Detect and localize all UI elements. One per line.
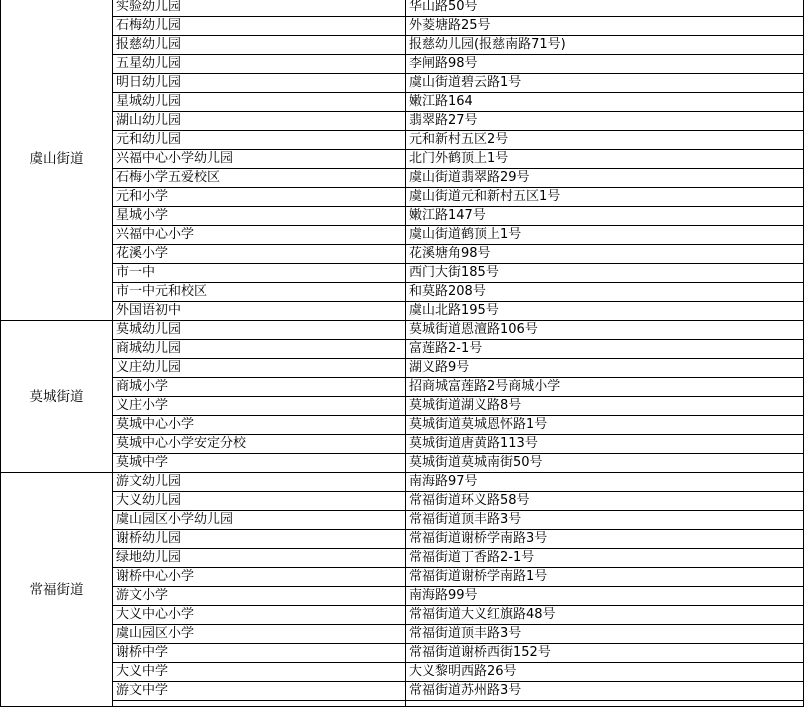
address-cell: 嫩江路147号: [406, 207, 804, 226]
address-cell: 常福街道顶丰路3号: [406, 625, 804, 644]
school-name-cell: 莫城幼儿园: [113, 321, 406, 340]
address-cell: 常福街道谢桥学南路1号: [406, 568, 804, 587]
address-cell: 常福街道大义红旗路48号: [406, 606, 804, 625]
school-name-cell: 石梅幼儿园: [113, 17, 406, 36]
address-cell: 西门大街185号: [406, 264, 804, 283]
table-row: [1, 169, 804, 188]
address-cell: 花溪塘角98号: [406, 245, 804, 264]
school-name-cell: 花溪小学: [113, 245, 406, 264]
table-row: [1, 150, 804, 169]
school-name-cell: 元和幼儿园: [113, 131, 406, 150]
address-cell: 莫城街道唐黄路113号: [406, 435, 804, 454]
address-cell: 常福街道环义路58号: [406, 492, 804, 511]
school-name-cell: 商城幼儿园: [113, 340, 406, 359]
school-name-cell: 虞山园区小学幼儿园: [113, 511, 406, 530]
address-cell: 常福街道苏州路3号: [406, 682, 804, 701]
school-name-cell: 五星幼儿园: [113, 55, 406, 74]
district-cell: 虞山街道: [1, 0, 113, 321]
table-row: [1, 340, 804, 359]
school-name-cell: 游文幼儿园: [113, 473, 406, 492]
table-row: [1, 207, 804, 226]
school-name-cell: 兴福中心小学: [113, 226, 406, 245]
address-cell: 和莫路208号: [406, 283, 804, 302]
school-name-cell: 义庄幼儿园: [113, 359, 406, 378]
school-name-cell: 商城小学: [113, 378, 406, 397]
address-cell: 常福街道顶丰路3号: [406, 511, 804, 530]
address-cell: 常福街道丁香路2-1号: [406, 549, 804, 568]
table-row: [1, 321, 804, 340]
table-row: [1, 378, 804, 397]
school-name-cell: 莫城中心小学安定分校: [113, 435, 406, 454]
table-row: [1, 587, 804, 606]
table-row: [1, 568, 804, 587]
address-cell: 南海路97号: [406, 473, 804, 492]
school-name-cell: 明日幼儿园: [113, 74, 406, 93]
school-name-cell: 谢桥幼儿园: [113, 530, 406, 549]
table-row: [1, 511, 804, 530]
address-cell: 虞山街道鹤顶上1号: [406, 226, 804, 245]
table-row: [1, 530, 804, 549]
table-row: [1, 131, 804, 150]
school-name-cell: 报慈幼儿园: [113, 36, 406, 55]
school-name-cell: 大义幼儿园: [113, 492, 406, 511]
table-row: [1, 55, 804, 74]
address-cell: 常福街道谢桥学南路3号: [406, 530, 804, 549]
table-row: [1, 359, 804, 378]
district-cell: 莫城街道: [1, 321, 113, 473]
address-cell: 虞山街道碧云路1号: [406, 74, 804, 93]
table-row: [1, 17, 804, 36]
address-cell: 常福街道谢桥西街152号: [406, 644, 804, 663]
address-cell: 华山路50号: [406, 0, 804, 17]
address-cell: 大义黎明西路26号: [406, 663, 804, 682]
address-cell: 招商城富莲路2号商城小学: [406, 378, 804, 397]
address-cell: 嫩江路164: [406, 93, 804, 112]
table-row: [1, 549, 804, 568]
district-cell: 常福街道: [1, 473, 113, 707]
school-name-cell: 游文小学: [113, 587, 406, 606]
table-row: [1, 283, 804, 302]
address-cell: 报慈幼儿园(报慈南路71号): [406, 36, 804, 55]
school-name-cell: 义庄小学: [113, 397, 406, 416]
school-name-cell: 莫城中学: [113, 454, 406, 473]
school-name-cell: 游文中学: [113, 682, 406, 701]
table-row: [1, 473, 804, 492]
table-row: [1, 454, 804, 473]
table-row: [1, 644, 804, 663]
school-name-cell: 元和小学: [113, 188, 406, 207]
table-body: [1, 0, 804, 707]
address-cell: 北门外鹤顶上1号: [406, 150, 804, 169]
table-row: [1, 226, 804, 245]
address-cell: 湖义路9号: [406, 359, 804, 378]
school-name-cell: 实验幼儿园: [113, 0, 406, 17]
school-name-cell: 星城小学: [113, 207, 406, 226]
table-row: [1, 302, 804, 321]
address-cell: 虞山街道元和新村五区1号: [406, 188, 804, 207]
table-row: [1, 682, 804, 701]
address-cell: 富莲路2-1号: [406, 340, 804, 359]
address-cell: 元和新村五区2号: [406, 131, 804, 150]
school-name-cell: 大义中心小学: [113, 606, 406, 625]
table-row: [1, 416, 804, 435]
address-cell: 莫城街道莫城恩怀路1号: [406, 416, 804, 435]
address-cell: 莫城街道恩澶路106号: [406, 321, 804, 340]
school-name-cell: 星城幼儿园: [113, 93, 406, 112]
table-row: [1, 93, 804, 112]
address-cell: 莫城街道莫城南街50号: [406, 454, 804, 473]
school-name-cell: 大义中学: [113, 663, 406, 682]
table-row: [1, 188, 804, 207]
table-row: [1, 112, 804, 131]
table-row: [1, 245, 804, 264]
school-name-cell: 市一中元和校区: [113, 283, 406, 302]
school-name-cell: 兴福中心小学幼儿园: [113, 150, 406, 169]
table-row: [1, 74, 804, 93]
school-name-cell: 谢桥中学: [113, 644, 406, 663]
table-row: [1, 264, 804, 283]
address-cell: 外菱塘路25号: [406, 17, 804, 36]
school-name-cell: 莫城中心小学: [113, 416, 406, 435]
address-cell: 翡翠路27号: [406, 112, 804, 131]
school-name-cell: 湖山幼儿园: [113, 112, 406, 131]
school-name-cell: 谢桥中心小学: [113, 568, 406, 587]
table-row: [1, 0, 804, 17]
address-cell: 李闸路98号: [406, 55, 804, 74]
school-name-cell: 绿地幼儿园: [113, 549, 406, 568]
school-name-cell: 虞山园区小学: [113, 625, 406, 644]
school-name-cell: 市一中: [113, 264, 406, 283]
table-row: [1, 435, 804, 454]
table-row: [1, 36, 804, 55]
address-cell: 莫城街道湖义路8号: [406, 397, 804, 416]
table-row: [1, 397, 804, 416]
table-row: [1, 606, 804, 625]
address-cell: 虞山街道翡翠路29号: [406, 169, 804, 188]
table-row: [1, 663, 804, 682]
school-name-cell: 外国语初中: [113, 302, 406, 321]
table-row: [1, 492, 804, 511]
table-row: [1, 625, 804, 644]
school-name-cell: 石梅小学五爱校区: [113, 169, 406, 188]
address-cell: 南海路99号: [406, 587, 804, 606]
address-cell: 虞山北路195号: [406, 302, 804, 321]
